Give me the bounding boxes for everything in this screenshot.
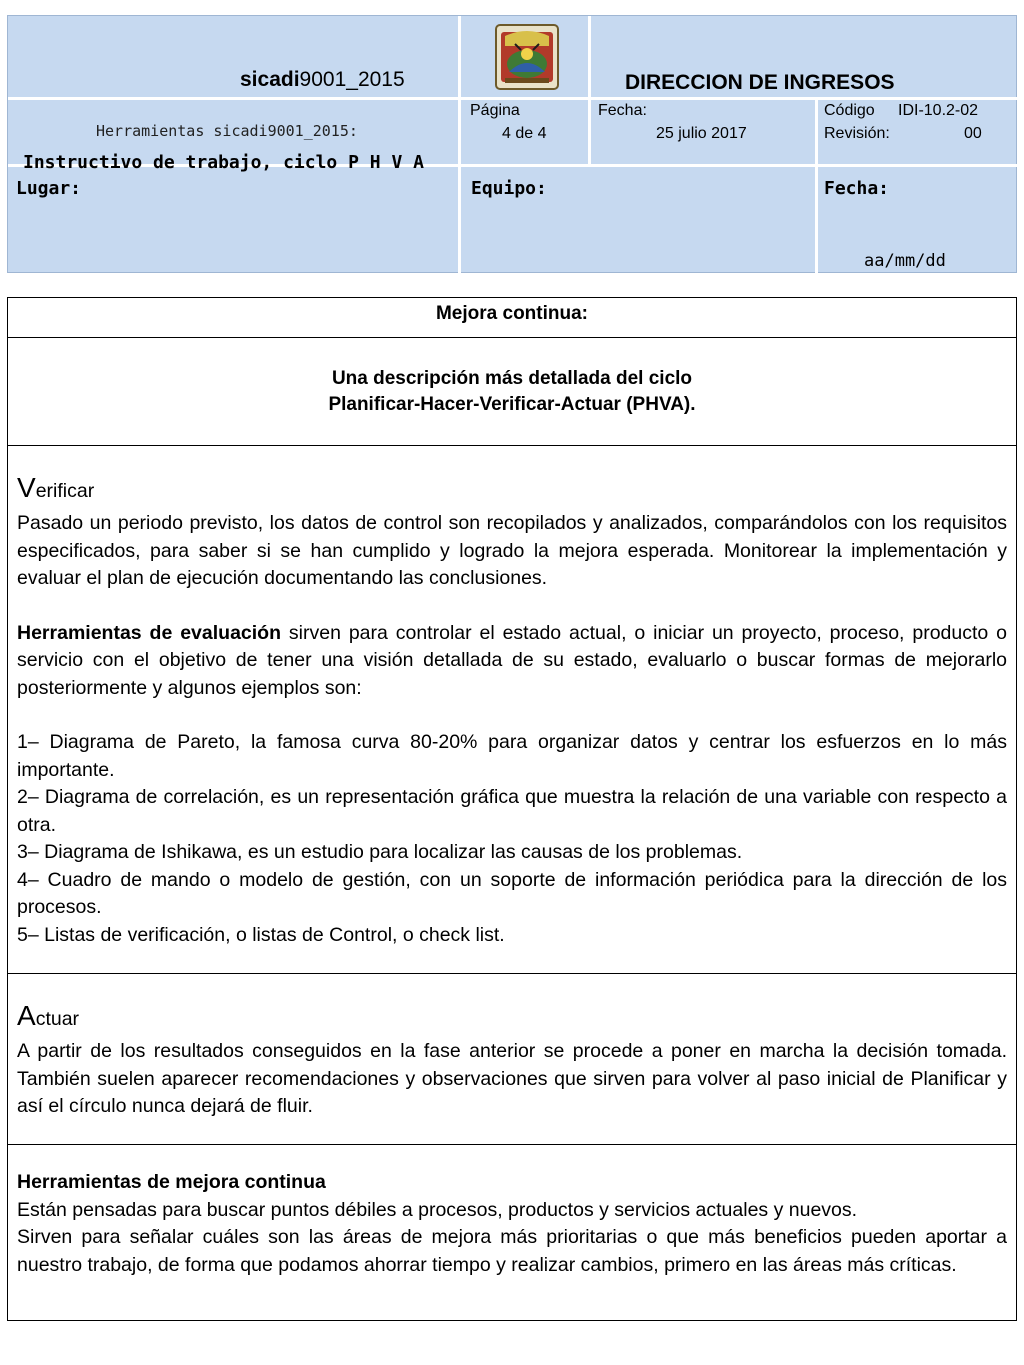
- title-row: [8, 298, 1016, 338]
- brand-suffix: 9001_2015: [299, 68, 405, 91]
- verificar-paragraph: Pasado un periodo previsto, los datos de control son recopilados y analizados, comparándolos con los requisitos especificados, para saber si se han cumplido y logrado la mejora esperada. Monitorear la implementación y evaluar el plan de ejecución documentando las conclusiones.: [17, 512, 1007, 589]
- direccion-title: DIRECCION DE INGRESOS: [625, 71, 895, 94]
- header-divider: [815, 98, 818, 274]
- fecha-field-label: Fecha:: [824, 178, 890, 199]
- lugar-label: Lugar:: [16, 178, 82, 199]
- list-item: 2– Diagrama de correlación, es un representación gráfica que muestra la relación de una variable con respecto a otra.: [17, 786, 1007, 836]
- fecha-header-value: 25 julio 2017: [656, 125, 747, 142]
- document-header: [7, 15, 1017, 273]
- revision-value: 00: [964, 125, 982, 142]
- coat-of-arms-logo: [495, 24, 559, 90]
- mejora-heading: Herramientas de mejora continua: [17, 1171, 326, 1193]
- verificar-rest: erificar: [35, 480, 95, 502]
- verificar-heading: [17, 472, 1007, 504]
- actuar-paragraph: A partir de los resultados conseguidos en la fase anterior se procede a poner en marcha la decisión tomada. También suelen aparecer recomendaciones y observaciones que sirven para volver al paso inicial de Planificar y así el círculo nunca dejará de fluir.: [17, 1040, 1007, 1117]
- subtitle-line-2: Planificar-Hacer-Verificar-Actuar (PHVA).: [328, 394, 696, 415]
- pagina-value: 4 de 4: [502, 125, 547, 142]
- document-title: Instructivo de trabajo, ciclo P H V A: [23, 152, 424, 173]
- list-item: 4– Cuadro de mando o modelo de gestión, con un soporte de información periódica para la dirección de los procesos.: [17, 868, 1007, 918]
- header-divider: [588, 16, 591, 166]
- list-item: 1– Diagrama de Pareto, la famosa curva 80-20% para organizar datos y centrar los esfuerzos en lo más importante.: [17, 731, 1007, 781]
- brand-prefix: sicadi: [240, 68, 300, 91]
- tools-list: [17, 729, 1007, 949]
- list-item: 3– Diagrama de Ishikawa, es un estudio para localizar las causas de los problemas.: [17, 841, 743, 863]
- evaluation-tools-bold: Herramientas de evaluación: [17, 621, 281, 644]
- actuar-heading: [17, 1000, 1007, 1032]
- actuar-initial: A: [17, 1000, 36, 1031]
- mejora-paragraph: Sirven para señalar cuáles son las áreas de mejora más prioritarias o que más beneficios pueden aportar a nuestro trabajo, de forma que podamos ahorrar tiempo y realizar cambios, primero en las áreas más críticas.: [17, 1226, 1007, 1276]
- actuar-rest: ctuar: [35, 1008, 80, 1030]
- fecha-header-label: Fecha:: [598, 102, 647, 119]
- list-item: 5– Listas de verificación, o listas de Control, o check list.: [17, 923, 505, 946]
- codigo-label: Código: [824, 102, 875, 119]
- header-divider: [8, 97, 1018, 100]
- section-subtitle: [8, 338, 1016, 418]
- fecha-format: aa/mm/dd: [864, 251, 946, 271]
- mejora-line: Están pensadas para buscar puntos débiles a procesos, productos y servicios actuales y nuevos.: [17, 1198, 858, 1221]
- revision-label: Revisión:: [824, 125, 890, 142]
- subtitle-row: [8, 338, 1016, 446]
- mejora-row: [8, 1145, 1016, 1322]
- verificar-row: [8, 446, 1016, 974]
- verificar-initial: V: [17, 472, 36, 503]
- pagina-label: Página: [470, 102, 520, 119]
- header-divider: [458, 16, 461, 274]
- tools-label: Herramientas sicadi9001_2015:: [96, 122, 358, 140]
- section-title: Mejora continua:: [435, 303, 588, 324]
- evaluation-tools-paragraph: [17, 620, 1007, 703]
- codigo-value: IDI-10.2-02: [898, 102, 979, 119]
- equipo-label: Equipo:: [471, 178, 547, 199]
- evaluation-tools-text: sirven para controlar el estado actual, o iniciar un proyecto, proceso, producto o servicio con el objetivo de tener una visión detallada de su estado, evaluarlo o buscar formas de mejorarlo posteriormente y algunos ejemplos son:: [17, 621, 1007, 699]
- content-table: [7, 297, 1017, 1321]
- subtitle-line-1: Una descripción más detallada del ciclo: [331, 368, 693, 389]
- brand-title: [240, 68, 405, 92]
- actuar-row: [8, 974, 1016, 1145]
